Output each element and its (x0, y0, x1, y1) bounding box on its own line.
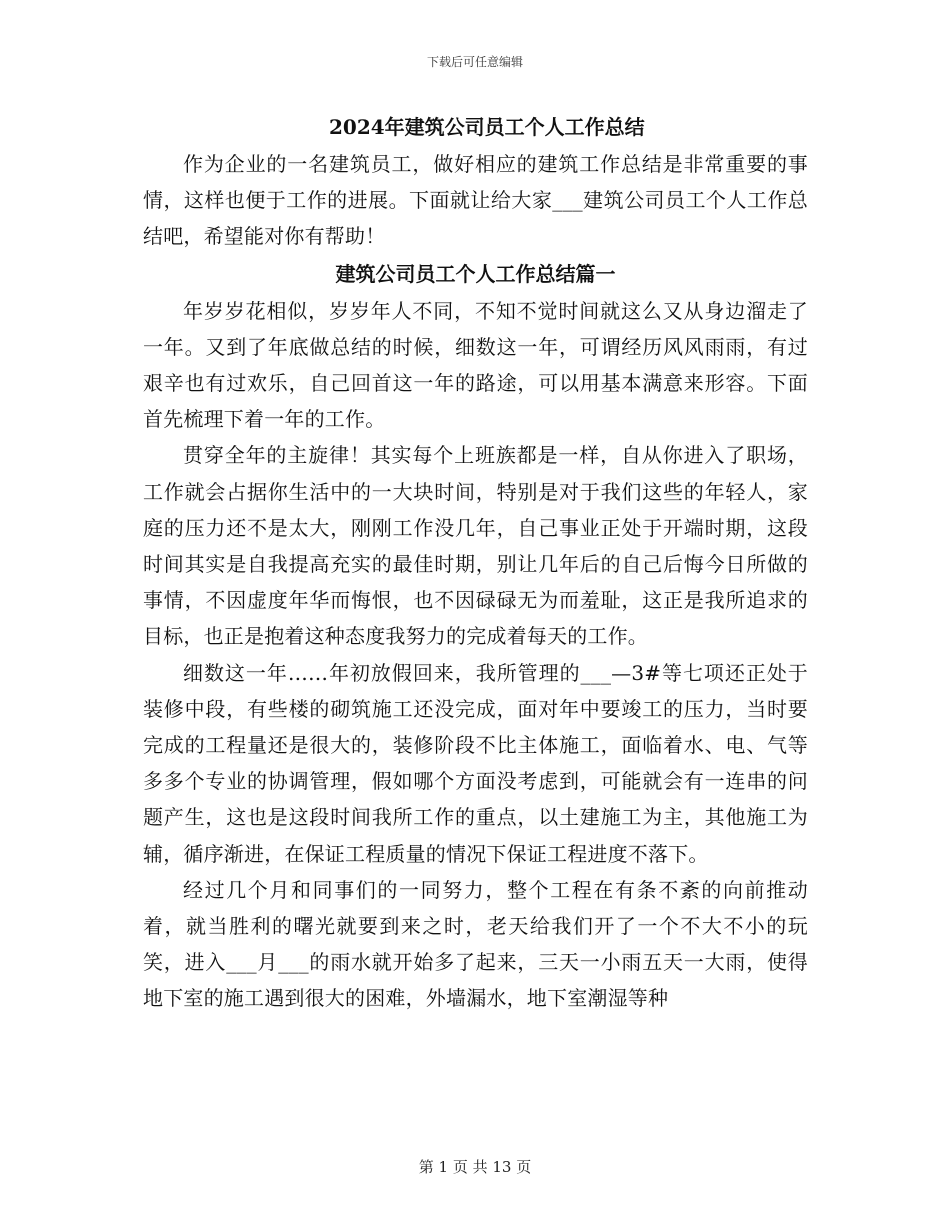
section-title: 建筑公司员工个人工作总结篇一 (335, 261, 616, 286)
document-title: 2024年建筑公司员工个人工作总结 (329, 115, 645, 139)
document-body (143, 108, 808, 1017)
page-indicator: 第 1 页 共 13 页 (418, 1158, 532, 1176)
body-paragraph-4: 经过几个月和同事们的一同努力，整个工程在有条不紊的向前推动着，就当胜利的曙光就要到来之时，老天给我们开了一个不大不小的玩笑，进入___月___的雨水就开始多了起来，三天一小雨五天一大雨，使得地下室的施工遇到很大的困难，外墙漏水，地下室潮湿等种 (143, 877, 808, 1011)
body-paragraph-2: 贯穿全年的主旋律！其实每个上班族都是一样，自从你进入了职场，工作就会占据你生活中的一大块时间，特别是对于我们这些的年轻人，家庭的压力还不是太大，刚刚工作没几年，自己事业正处于开端时期，这段时间其实是自我提高充实的最佳时期，别让几年后的自己后悔今日所做的事情，不因虚度年华而悔恨，也不因碌碌无为而羞耻，这正是我所追求的目标，也正是抱着这种态度我努力的完成着每天的工作。 (143, 443, 808, 649)
intro-paragraph: 作为企业的一名建筑员工，做好相应的建筑工作总结是非常重要的事情，这样也便于工作的进展。下面就让给大家___建筑公司员工个人工作总结吧，希望能对你有帮助！ (143, 152, 808, 249)
header-note: 下载后可任意编辑 (426, 55, 523, 69)
body-paragraph-3: 细数这一年……年初放假回来，我所管理的___—3#等七项还正处于装修中段，有些楼的砌筑施工还没完成，面对年中要竣工的压力，当时要完成的工程量还是很大的，装修阶段不比主体施工，面临着水、电、气等多多个专业的协调管理，假如哪个方面没考虑到，可能就会有一连串的问题产生，这也是这段时间我所工作的重点，以土建施工为主，其他施工为辅，循序渐进，在保证工程质量的情况下保证工程进度不落下。 (143, 660, 808, 866)
body-paragraph-1: 年岁岁花相似，岁岁年人不同，不知不觉时间就这么又从身边溜走了一年。又到了年底做总结的时候，细数这一年，可谓经历风风雨雨，有过艰辛也有过欢乐，自己回首这一年的路途，可以用基本满意来形容。下面首先梳理下着一年的工作。 (143, 298, 808, 432)
